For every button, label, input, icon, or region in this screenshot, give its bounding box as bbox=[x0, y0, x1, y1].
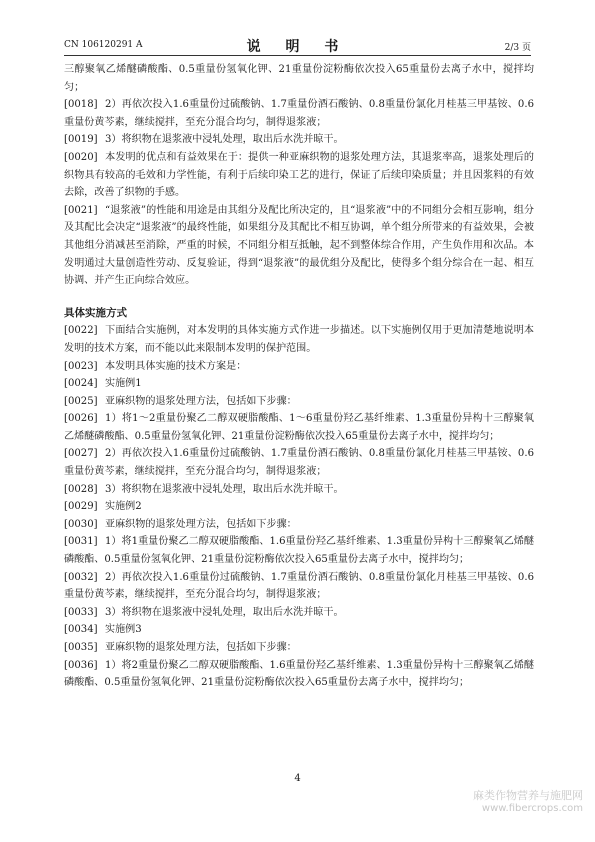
paragraph-number: [0029] bbox=[64, 501, 98, 513]
paragraph bbox=[64, 61, 534, 96]
paragraph-number: [0020] bbox=[64, 151, 98, 163]
document-title: 说 明 书 bbox=[246, 39, 349, 55]
paragraph-text: 亚麻织物的退浆处理方法，包括如下步骤： bbox=[105, 642, 297, 653]
publication-number: CN 106120291 A bbox=[64, 40, 143, 50]
paragraph-number: [0028] bbox=[64, 483, 98, 495]
paragraph-number: [0022] bbox=[64, 325, 98, 337]
paragraph-number: [0024] bbox=[64, 378, 98, 390]
paragraph bbox=[64, 621, 534, 639]
paragraph-text: 三醇聚氧乙烯醚磷酸酯、0.5重量份氢氧化钾、21重量份淀粉酶依次投入65重量份去离子水中，搅拌均匀； bbox=[64, 64, 534, 93]
paragraph bbox=[64, 358, 534, 376]
embodiment-paragraphs bbox=[64, 322, 534, 691]
paragraph bbox=[64, 410, 534, 445]
paragraph-text: 1）将1重量份聚乙二醇双硬脂酸酯、1.6重量份羟乙基纤维素、1.3重量份异构十三醇聚氧乙烯醚磷酸酯、0.5重量份氢氧化钾、21重量份淀粉酶依次投入65重量份去离子水中，搅拌均匀； bbox=[64, 536, 534, 566]
document-body bbox=[64, 61, 534, 692]
paragraph-number: [0027] bbox=[64, 448, 98, 460]
section-heading: 具体实施方式 bbox=[64, 306, 127, 319]
paragraph-text: 亚麻织物的退浆处理方法，包括如下步骤： bbox=[105, 395, 297, 407]
paragraph-number: [0021] bbox=[64, 204, 98, 216]
paragraph-text: 本发明具体实施的技术方案是： bbox=[105, 360, 247, 372]
paragraph-text: 亚麻织物的退浆处理方法，包括如下步骤： bbox=[105, 518, 297, 530]
paragraph-text: 实施例2 bbox=[105, 501, 142, 513]
paragraph-text: 3）将织物在退浆液中浸轧处理，取出后水洗并晾干。 bbox=[105, 606, 344, 618]
paragraph-number: [0030] bbox=[64, 518, 98, 530]
paragraph bbox=[64, 498, 534, 516]
paragraph bbox=[64, 96, 534, 131]
paragraph bbox=[64, 131, 534, 149]
paragraph bbox=[64, 604, 534, 622]
page-header bbox=[64, 36, 531, 54]
paragraph-text: 实施例3 bbox=[105, 624, 142, 636]
paragraph bbox=[64, 639, 534, 657]
paragraph-text: 下面结合实施例，对本发明的具体实施方式作进一步描述。以下实施例仅用于更加清楚地说明本发明的技术方案，而不能以此来限制本发明的保护范围。 bbox=[64, 325, 534, 354]
paragraph-text: “退浆液”的性能和用途是由其组分及配比所决定的，且“退浆液”中的不同组分会相互影响，组分及其配比会决定“退浆液”的最终性能，如果组分及其配比不相互协调，单个组分所带来的有益效果，会被其他组分消减甚至消除，严重的时候，不同组分相互抵触，起不到整体综合作用，产生负作用和次品。本发明通过大量创造性劳动、反复验证，得到“退浆液”的最优组分及配比，使得多个组分综合在一起、相互协调、并产生正向综合效应。 bbox=[64, 204, 534, 287]
paragraph bbox=[64, 533, 534, 568]
paragraph-number: [0033] bbox=[64, 606, 98, 618]
paragraph-text: 本发明的优点和有益效果在于：提供一种亚麻织物的退浆处理方法，其退浆率高，退浆处理后的织物具有较高的毛效和力学性能，有利于后续印染工艺的进行，保证了后续印染质量；并且因浆料的有效去除，改善了织物的手感。 bbox=[64, 151, 534, 199]
paragraph-number: [0036] bbox=[64, 659, 98, 671]
page-of-total: 2/3 页 bbox=[504, 43, 531, 53]
paragraph-number: [0026] bbox=[64, 413, 98, 425]
header-rule bbox=[64, 55, 531, 56]
page-number: 4 bbox=[294, 773, 301, 784]
paragraph-number: [0031] bbox=[64, 536, 98, 548]
paragraph-number: [0019] bbox=[64, 134, 98, 146]
paragraph-text: 3）将织物在退浆液中浸轧处理，取出后水洗并晾干。 bbox=[105, 134, 344, 146]
paragraph bbox=[64, 202, 534, 290]
paragraph-text: 2）再依次投入1.6重量份过硫酸钠、1.7重量份酒石酸钠、0.8重量份氯化月桂基三甲基铵、0.6重量份黄芩素，继续搅拌，至充分混合均匀，制得退浆液； bbox=[64, 448, 534, 478]
paragraph bbox=[64, 393, 534, 411]
paragraph-number: [0035] bbox=[64, 642, 98, 653]
watermark-title: 麻类作物营养与施肥网 bbox=[473, 789, 583, 802]
paragraph bbox=[64, 445, 534, 480]
paragraph-number: [0023] bbox=[64, 360, 98, 372]
watermark bbox=[473, 787, 583, 814]
paragraph bbox=[64, 375, 534, 393]
paragraph-number: [0025] bbox=[64, 395, 98, 407]
paragraph-text: 1）将2重量份聚乙二醇双硬脂酸酯、1.6重量份羟乙基纤维素、1.3重量份异构十三醇聚氧乙烯醚磷酸酯、0.5重量份氢氧化钾、21重量份淀粉酶依次投入65重量份去离子水中，搅拌均匀； bbox=[64, 659, 534, 689]
paragraph-text: 1）将1～2重量份聚乙二醇双硬脂酸酯、1～6重量份羟乙基纤维素、1.3重量份异构十三醇聚氧乙烯醚磷酸酯、0.5重量份氢氧化钾、21重量份淀粉酶依次投入65重量份去离子水中，搅拌均匀； bbox=[64, 413, 534, 442]
section-gap bbox=[64, 290, 534, 305]
watermark-url: www.fibercrops.com bbox=[481, 803, 583, 814]
paragraph bbox=[64, 322, 534, 357]
paragraph bbox=[64, 149, 534, 202]
paragraph-text: 3）将织物在退浆液中浸轧处理，取出后水洗并晾干。 bbox=[105, 483, 344, 495]
paragraph-text: 2）再依次投入1.6重量份过硫酸钠、1.7重量份酒石酸钠、0.8重量份氯化月桂基三甲基铵、0.6重量份黄芩素，继续搅拌，至充分混合均匀，制得退浆液； bbox=[64, 99, 534, 128]
paragraph-text: 实施例1 bbox=[105, 378, 142, 390]
paragraph bbox=[64, 569, 534, 604]
paragraph-text: 2）再依次投入1.6重量份过硫酸钠、1.7重量份酒石酸钠、0.8重量份氯化月桂基三甲基铵、0.6重量份黄芩素，继续搅拌，至充分混合均匀，制得退浆液； bbox=[64, 571, 534, 601]
paragraph-number: [0018] bbox=[64, 99, 98, 111]
paragraph-number: [0032] bbox=[64, 571, 98, 583]
paragraph-number: [0034] bbox=[64, 624, 98, 636]
paragraph bbox=[64, 481, 534, 499]
paragraph bbox=[64, 516, 534, 534]
paragraph bbox=[64, 657, 534, 692]
